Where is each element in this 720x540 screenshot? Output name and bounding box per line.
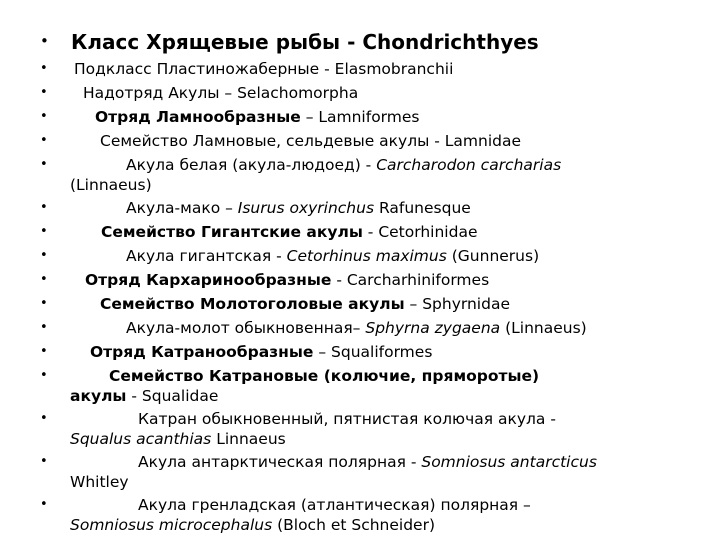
list-item xyxy=(40,220,700,244)
item-line: Семейство Катрановые (колючие, пряморотые) xyxy=(109,367,540,385)
bullet-icon: • xyxy=(40,248,48,263)
bullet-icon: • xyxy=(40,272,48,287)
list-item xyxy=(40,105,700,129)
bullet-icon: • xyxy=(40,344,48,359)
item-line: Акула антарктическая полярная - Somniosus antarcticus xyxy=(138,453,597,471)
item-line: Семейство Гигантские акулы - Cetorhinidae xyxy=(101,223,478,241)
item-line-cont: Whitley xyxy=(70,473,129,491)
item-line-cont: Squalus acanthias Linnaeus xyxy=(70,430,286,448)
list-item xyxy=(40,129,700,153)
item-line: Акула гренладская (атлантическая) полярная – xyxy=(138,496,531,514)
list-item xyxy=(40,364,700,408)
item-line: Надотряд Акулы – Selachomorpha xyxy=(83,84,359,102)
bullet-icon: • xyxy=(40,368,48,383)
list-item xyxy=(40,493,700,537)
slide-title: Класс Хрящевые рыбы - Chondrichthyes xyxy=(71,30,539,54)
list-item xyxy=(40,450,700,494)
bullet-icon: • xyxy=(40,32,49,50)
item-line-cont: Somniosus microcephalus (Bloch et Schneider) xyxy=(70,516,436,534)
list-item xyxy=(40,57,700,81)
title-row xyxy=(40,28,710,56)
item-line: Акула гигантская - Cetorhinus maximus (Gunnerus) xyxy=(126,247,540,265)
item-line: Подкласс Пластиножаберные - Elasmobranchii xyxy=(74,60,454,78)
bullet-icon: • xyxy=(40,109,48,124)
item-line: Акула-мако – Isurus oxyrinchus Rafunesque xyxy=(126,199,471,217)
list-item xyxy=(40,268,700,292)
item-line: Акула белая (акула-людоед) - Carcharodon carcharias xyxy=(126,156,562,174)
bullet-icon: • xyxy=(40,411,48,426)
item-line-cont: (Linnaeus) xyxy=(70,176,152,194)
list-item xyxy=(40,340,700,364)
item-line: Семейство Молотоголовые акулы – Sphyrnidae xyxy=(100,295,510,313)
list-item xyxy=(40,81,700,105)
bullet-icon: • xyxy=(40,85,48,100)
bullet-icon: • xyxy=(40,200,48,215)
bullet-icon: • xyxy=(40,296,48,311)
list-item xyxy=(40,244,700,268)
list-item xyxy=(40,153,700,197)
list-item xyxy=(40,407,700,451)
item-line: Отряд Кархаринообразные - Carcharhiniformes xyxy=(85,271,490,289)
bullet-icon: • xyxy=(40,224,48,239)
item-line: Катран обыкновенный, пятнистая колючая акула - xyxy=(138,410,556,428)
bullet-icon: • xyxy=(40,320,48,335)
list-item xyxy=(40,316,700,340)
list-item xyxy=(40,292,700,316)
bullet-icon: • xyxy=(40,61,48,76)
item-line: Семейство Ламновые, сельдевые акулы - Lamnidae xyxy=(100,132,522,150)
list-item xyxy=(40,196,700,220)
item-line: Акула-молот обыкновенная– Sphyrna zygaena (Linnaeus) xyxy=(126,319,587,337)
bullet-icon: • xyxy=(40,157,48,172)
item-line: Отряд Катранообразные – Squaliformes xyxy=(90,343,433,361)
bullet-icon: • xyxy=(40,497,48,512)
bullet-icon: • xyxy=(40,133,48,148)
item-line-cont: акулы - Squalidae xyxy=(70,387,219,405)
item-line: Отряд Ламнообразные – Lamniformes xyxy=(95,108,420,126)
bullet-icon: • xyxy=(40,454,48,469)
